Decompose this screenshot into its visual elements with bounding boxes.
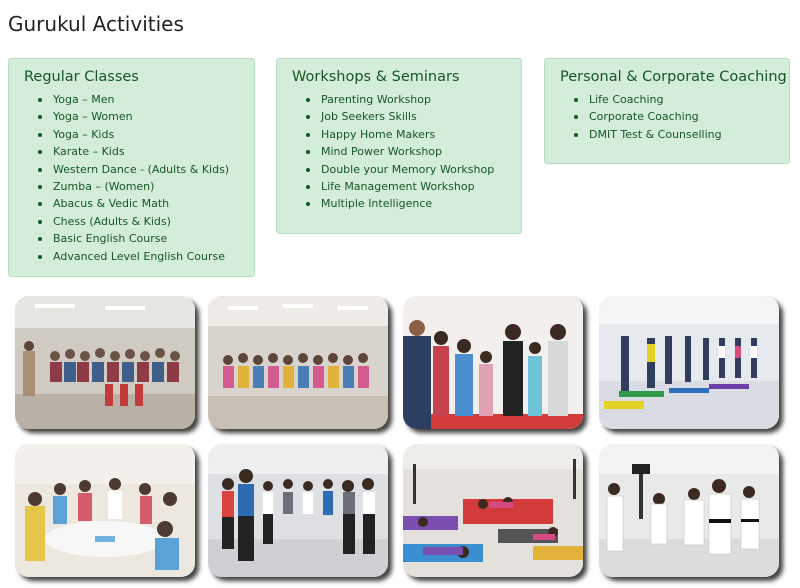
list-item: Yoga – Kids — [38, 126, 254, 143]
list-item: Happy Home Makers — [306, 126, 521, 143]
photo-kids-on-stage — [403, 296, 583, 429]
page-title: Gurukul Activities — [8, 12, 184, 36]
card-coaching — [544, 58, 790, 164]
list-item: Job Seekers Skills — [306, 108, 521, 125]
list-item: Abacus & Vedic Math — [38, 195, 254, 212]
list-item: Corporate Coaching — [574, 108, 789, 125]
card-title: Workshops & Seminars — [292, 69, 460, 85]
list-item: Double your Memory Workshop — [306, 161, 521, 178]
workshop-list — [292, 91, 521, 213]
coaching-list — [560, 91, 789, 143]
photo-seminar-hall — [208, 296, 388, 429]
list-item: Western Dance - (Adults & Kids) — [38, 161, 254, 178]
list-item: Zumba – (Women) — [38, 178, 254, 195]
photo-yoga-class — [599, 296, 779, 429]
list-item: Yoga – Women — [38, 108, 254, 125]
list-item: Yoga – Men — [38, 91, 254, 108]
list-item: DMIT Test & Counselling — [574, 126, 789, 143]
list-item: Multiple Intelligence — [306, 195, 521, 212]
photo-kids-classroom — [15, 444, 195, 577]
card-regular-classes — [8, 58, 255, 277]
photo-kids-exercise-mats — [403, 444, 583, 577]
list-item: Chess (Adults & Kids) — [38, 213, 254, 230]
list-item: Basic English Course — [38, 230, 254, 247]
list-item: Life Management Workshop — [306, 178, 521, 195]
card-title: Regular Classes — [24, 69, 139, 85]
list-item: Life Coaching — [574, 91, 789, 108]
class-list — [24, 91, 254, 265]
photo-seminar-audience — [15, 296, 195, 429]
photo-karate-class — [599, 444, 779, 577]
list-item: Mind Power Workshop — [306, 143, 521, 160]
card-workshops-seminars — [276, 58, 522, 234]
photo-dance-class — [208, 444, 388, 577]
list-item: Karate – Kids — [38, 143, 254, 160]
card-title: Personal & Corporate Coaching — [560, 69, 787, 85]
list-item: Advanced Level English Course — [38, 248, 254, 265]
list-item: Parenting Workshop — [306, 91, 521, 108]
